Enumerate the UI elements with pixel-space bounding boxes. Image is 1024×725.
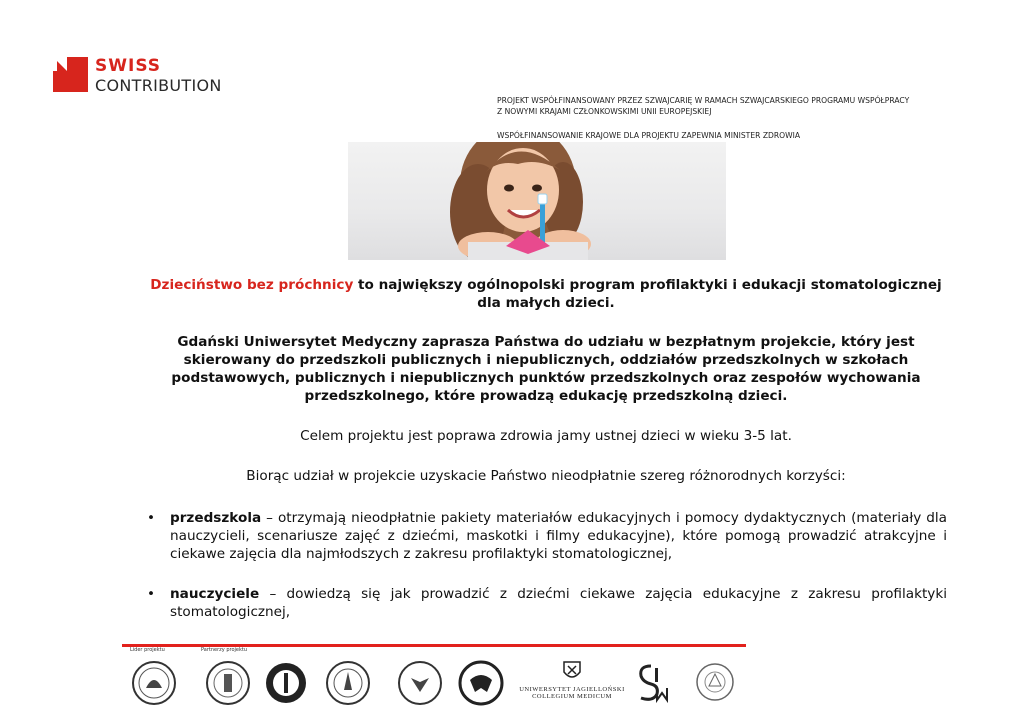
warsaw-seal-icon: [695, 660, 735, 704]
invitation-paragraph: Gdański Uniwersytet Medyczny zaprasza Państwa do udziału w bezpłatnym projekcie, który jest skierowany do przedszkoli publicznych i niepublicznych, oddziałów przedszkolnych w szkołach podstawowych, publicznych i niepublicznych punktów przedszkolnych oraz zespołów wychowania przedszkolnego, które prowadzą edukację przedszkolną dzieci.: [171, 334, 921, 404]
bullet-icon: •: [147, 510, 156, 526]
medical-university-seal-icon: [265, 660, 307, 706]
uj-crest-icon: [561, 660, 583, 682]
child-illustration: [348, 142, 726, 260]
logo-swiss-text: SWISS: [95, 56, 162, 76]
cofinancing-line-2: Z NOWYMI KRAJAMI CZŁONKOWSKIMI UNII EUROPEJSKIEJ: [497, 107, 712, 116]
uj-name: UNIWERSYTET JAGIELLOŃSKI: [519, 686, 625, 693]
swiss-contribution-logo: [53, 57, 222, 94]
partner-logos: [125, 660, 745, 710]
benefit-text: – otrzymają nieodpłatnie pakiety materiałów edukacyjnych i pomocy dydaktycznych (materiały dla nauczycieli, scenariusze zajęć z dziećmi, maskotki i filmy edukacyjne), które pomogą prowadzić atrakcyjne i ciekawe zajęcia dla najmłodszych z zakresu profilaktyki stomatologicznej,: [170, 510, 947, 562]
cofinancing-line-1: PROJEKT WSPÓŁFINANSOWANY PRZEZ SZWAJCARIĘ W RAMACH SZWAJCARSKIEGO PROGRAMU WSPÓŁPRACY: [497, 96, 910, 105]
lodz-seal-icon: [397, 660, 443, 706]
uj-cm-logo: [517, 660, 627, 700]
eagle-seal-icon: [458, 660, 504, 706]
uj-collegium: COLLEGIUM MEDICUM: [532, 693, 612, 700]
logo-contribution-text: CONTRIBUTION: [95, 76, 222, 95]
swiss-contribution-mark-icon: [53, 57, 88, 92]
cofinancing-notice: [497, 95, 967, 141]
leader-label: Lider projektu: [130, 647, 165, 653]
benefit-term: przedszkola: [170, 510, 262, 526]
partners-label: Partnerzy projektu: [201, 647, 248, 653]
list-item: [145, 585, 947, 621]
bullet-icon: •: [147, 586, 156, 602]
list-item: [145, 509, 947, 563]
pum-seal-icon: [205, 660, 251, 706]
child-toothbrush-photo: [348, 142, 726, 260]
intro-paragraph: [145, 276, 947, 312]
bialystok-seal-icon: [325, 660, 371, 706]
sum-monogram-icon: [635, 660, 671, 706]
program-name: Dzieciństwo bez próchnicy: [150, 277, 354, 293]
gumed-seal-icon: [131, 660, 177, 706]
benefit-term: nauczyciele: [170, 586, 260, 602]
national-cofinancing-line: WSPÓŁFINANSOWANIE KRAJOWE DLA PROJEKTU ZAPEWNIA MINISTER ZDROWIA: [497, 131, 801, 140]
benefit-text: – dowiedzą się jak prowadzić z dziećmi ciekawe zajęcia edukacyjne z zakresu profilaktyki stomatologicznej,: [170, 586, 947, 620]
goal-paragraph: Celem projektu jest poprawa zdrowia jamy ustnej dzieci w wieku 3-5 lat.: [300, 428, 792, 444]
intro-text: to największy ogólnopolski program profilaktyki i edukacji stomatologicznej dla małych dzieci.: [353, 277, 942, 311]
benefits-list: [145, 509, 947, 621]
benefits-intro: Biorąc udział w projekcie uzyskacie Państwo nieodpłatnie szereg różnorodnych korzyści:: [246, 468, 846, 484]
main-content: [145, 276, 947, 643]
